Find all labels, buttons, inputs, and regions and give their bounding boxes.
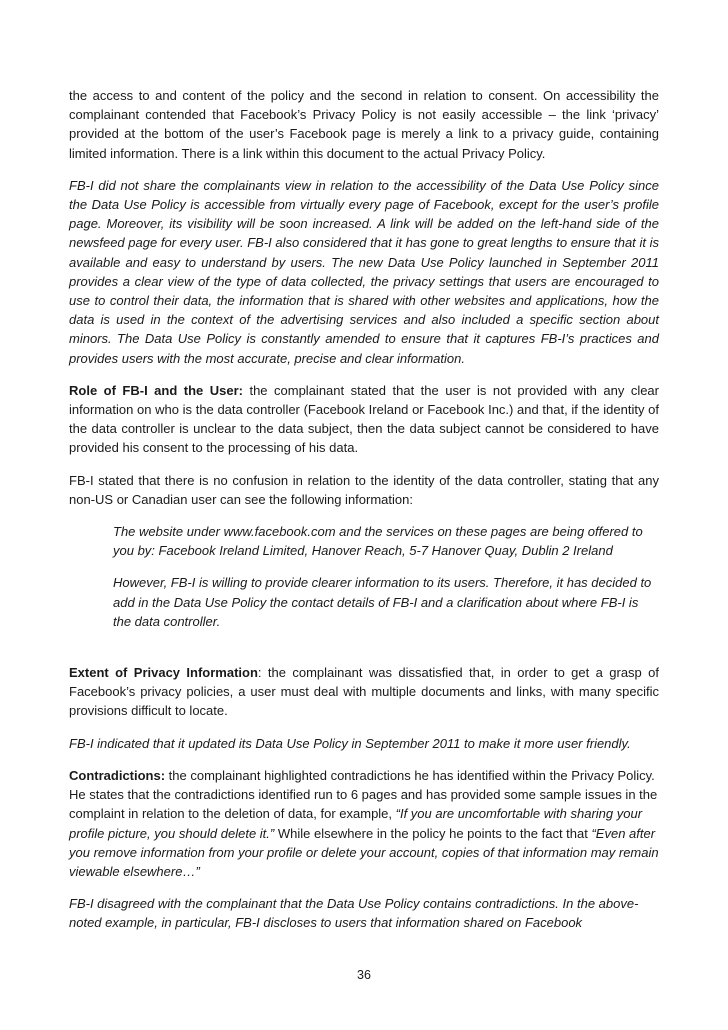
quote-fbi-clearer-information: However, FB-I is willing to provide clearer information to its users. Therefore, it has decided to add in the Data Use Policy the contact details of FB-I and a clarification about where FB-I is the data controller. — [113, 575, 652, 629]
paragraph-extent-of-privacy-information — [69, 663, 659, 721]
paragraph-fbi-accessibility-response: FB-I did not share the complainants view in relation to the accessibility of the Data Use Policy since the Data Use Policy is accessible from virtually every page of Facebook, except for the user’s profile page. Moreover, its visibility will be soon increased. A link will be added on the left-hand side of the newsfeed page for every user. FB-I also considered that it has gone to great lengths to ensure that it is available and easy to understand by users. The new Data Use Policy launched in September 2011 provides a clear view of the type of data collected, the privacy settings that users are encouraged to use to control their data, the information that is shared with other websites and applications, how the data is used in the context of the advertising services and also included a specific section about minors. The Data Use Policy is constantly amended to ensure that it captures FB-I’s practices and provides users with the most accurate, precise and clear information. — [69, 177, 659, 366]
heading-role-of-fbi: Role of FB-I and the User: — [69, 382, 243, 398]
contradictions-text-b: While elsewhere in the policy he points to the fact that — [274, 825, 592, 841]
paragraph-fbi-disagreed: FB-I disagreed with the complainant that the Data Use Policy contains contradictions. In the above-noted example, in particular, FB-I discloses to users that information shared on Facebook — [69, 896, 639, 931]
paragraph-role-of-fbi — [69, 381, 659, 458]
contradictions-quote-1: “If you are uncomfortable with sharing your profile picture, you should delete it.” — [69, 806, 643, 841]
document-body — [69, 86, 659, 946]
page-number: 36 — [357, 968, 371, 982]
paragraph-fbi-data-controller: FB-I stated that there is no confusion in relation to the identity of the data controller, stating that any non-US or Canadian user can see the following information: — [69, 472, 659, 507]
role-of-fbi-text: the complainant stated that the user is not provided with any clear information on who is the data controller (Facebook Ireland or Facebook Inc.) and that, if the identity of the data controller is unclear to the data subject, then the data subject cannot be considered to have provided his consent to the processing of his data. — [69, 382, 659, 456]
heading-contradictions: Contradictions: — [69, 767, 166, 783]
quote-facebook-ireland-notice: The website under www.facebook.com and the services on these pages are being offered to you by: Facebook Ireland Limited, Hanover Reach, 5-7 Hanover Quay, Dublin 2 Ireland — [113, 524, 643, 559]
heading-extent-of-privacy-information: Extent of Privacy Information — [69, 665, 258, 681]
paragraph-accessibility-complaint: the access to and content of the policy and the second in relation to consent. On accessibility the complainant contended that Facebook’s Privacy Policy is not easily accessible – the link ‘privacy’ provided at the bottom of the user’s Facebook page is merely a link to a privacy guide, containing limited information. There is a link within this document to the actual Privacy Policy. — [69, 88, 659, 161]
extent-of-privacy-text: : the complainant was dissatisfied that, in order to get a grasp of Facebook’s privacy policies, a user must deal with multiple documents and links, with many specific provisions difficult to locate. — [69, 665, 659, 719]
paragraph-contradictions — [69, 766, 659, 881]
paragraph-fbi-updated-policy: FB-I indicated that it updated its Data Use Policy in September 2011 to make it more user friendly. — [69, 735, 631, 751]
contradictions-quote-2: “Even after you remove information from your profile or delete your account, copies of that information may remain viewable elsewhere…” — [69, 825, 659, 879]
contradictions-text-a: the complainant highlighted contradictions he has identified within the Privacy Policy. He states that the contradictions identified run to 6 pages and has provided some sample issues in the complaint in relation to the deletion of data, for example, — [69, 767, 658, 822]
